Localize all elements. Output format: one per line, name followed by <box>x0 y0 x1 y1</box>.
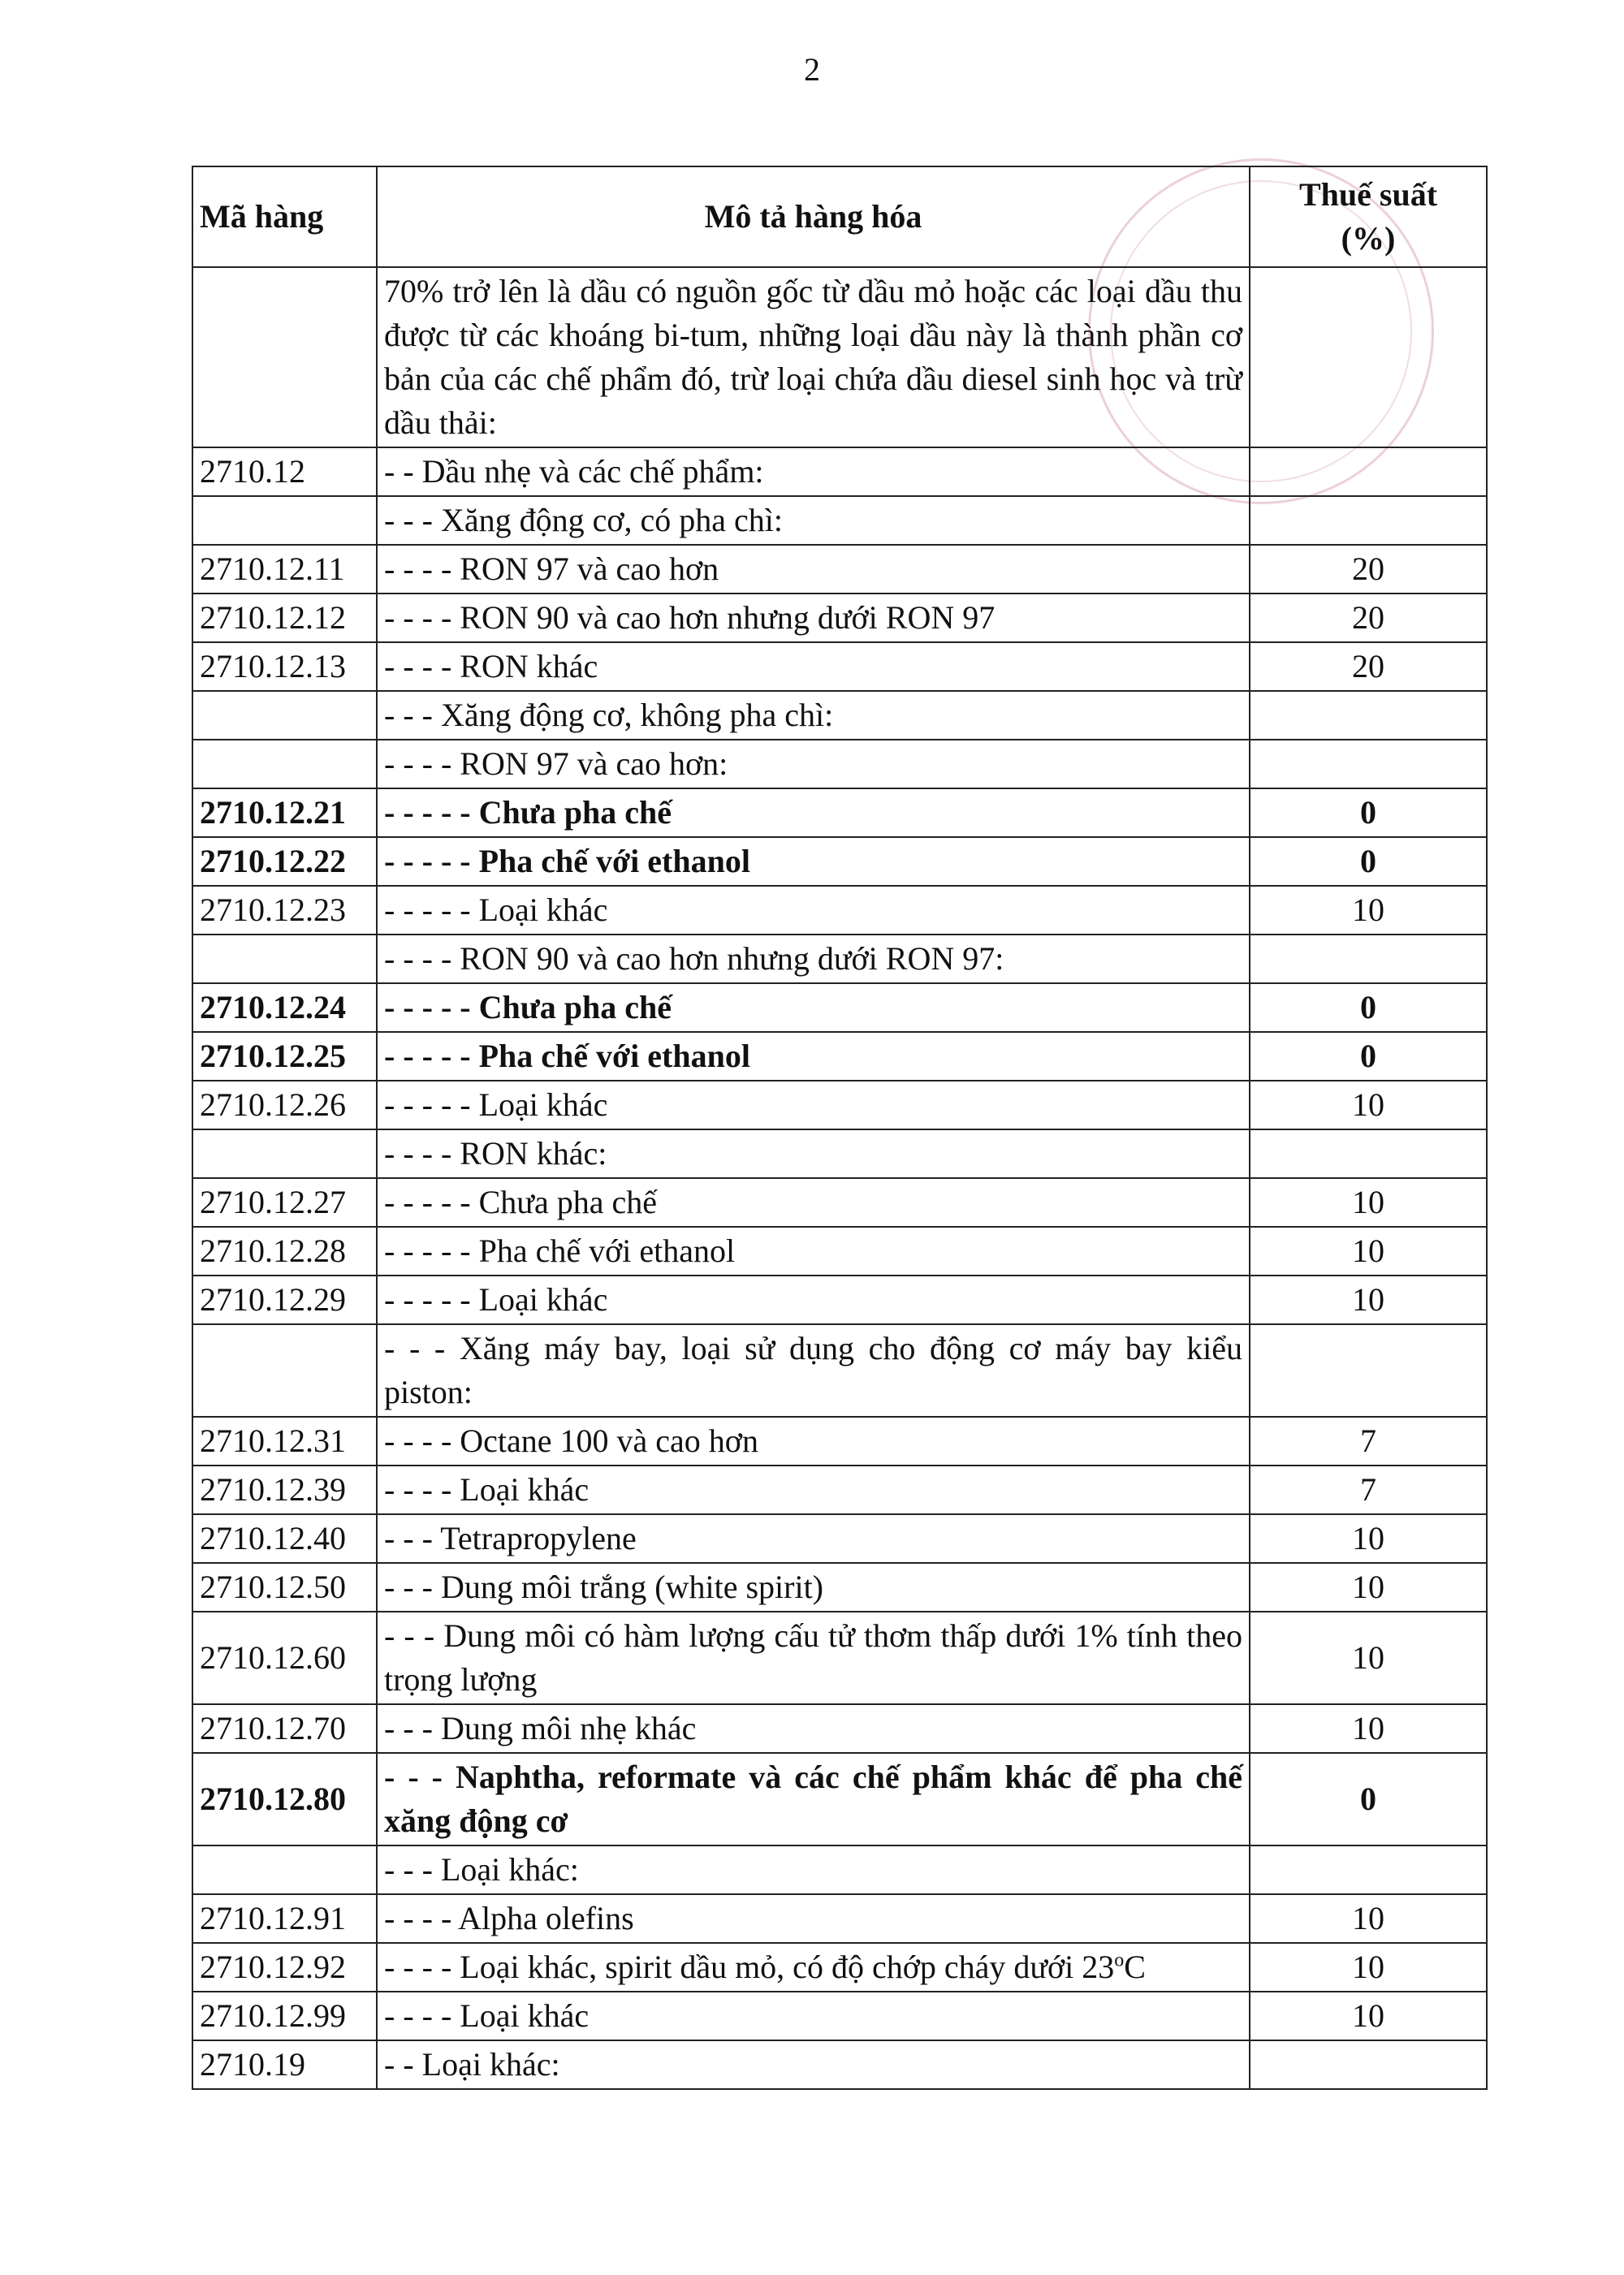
cell-description <box>377 1943 1250 1992</box>
cell-code: 2710.12.80 <box>192 1753 377 1845</box>
cell-code <box>192 1129 377 1178</box>
cell-rate: 7 <box>1250 1417 1487 1466</box>
table-row <box>192 1894 1487 1943</box>
table-row <box>192 545 1487 594</box>
cell-code <box>192 1324 377 1417</box>
cell-code <box>192 935 377 983</box>
table-row <box>192 2040 1487 2089</box>
cell-code: 2710.12.92 <box>192 1943 377 1992</box>
cell-rate: 10 <box>1250 1992 1487 2040</box>
table-body <box>192 267 1487 2089</box>
table-row <box>192 837 1487 886</box>
table-row <box>192 1992 1487 2040</box>
cell-rate: 10 <box>1250 1276 1487 1324</box>
header-rate-line2: (%) <box>1341 220 1396 257</box>
cell-description: - - - - - Pha chế với ethanol <box>377 1032 1250 1081</box>
cell-description: - - - - - Loại khác <box>377 886 1250 935</box>
cell-rate: 7 <box>1250 1466 1487 1514</box>
cell-code: 2710.12.23 <box>192 886 377 935</box>
cell-code: 2710.12.26 <box>192 1081 377 1129</box>
cell-code <box>192 496 377 545</box>
cell-rate: 10 <box>1250 1227 1487 1276</box>
cell-description: - - - Dung môi có hàm lượng cấu tử thơm thấp dưới 1% tính theo trọng lượng <box>377 1612 1250 1704</box>
cell-code <box>192 691 377 740</box>
cell-rate: 10 <box>1250 1943 1487 1992</box>
table-row <box>192 1178 1487 1227</box>
table-row <box>192 983 1487 1032</box>
cell-rate: 10 <box>1250 1178 1487 1227</box>
table-row <box>192 886 1487 935</box>
cell-description: - - - - - Chưa pha chế <box>377 983 1250 1032</box>
cell-description: - - - Dung môi trắng (white spirit) <box>377 1563 1250 1612</box>
cell-code: 2710.12.28 <box>192 1227 377 1276</box>
cell-rate: 10 <box>1250 1612 1487 1704</box>
cell-description: - - - - - Loại khác <box>377 1276 1250 1324</box>
cell-rate: 20 <box>1250 642 1487 691</box>
cell-code: 2710.12.25 <box>192 1032 377 1081</box>
cell-rate <box>1250 691 1487 740</box>
cell-rate: 10 <box>1250 886 1487 935</box>
cell-description: - - - Dung môi nhẹ khác <box>377 1704 1250 1753</box>
cell-description: - - - - Alpha olefins <box>377 1894 1250 1943</box>
cell-rate: 0 <box>1250 837 1487 886</box>
table-row <box>192 1081 1487 1129</box>
cell-code: 2710.12.21 <box>192 788 377 837</box>
table-row <box>192 935 1487 983</box>
cell-rate <box>1250 267 1487 447</box>
cell-code: 2710.12.12 <box>192 594 377 642</box>
cell-code <box>192 740 377 788</box>
cell-description: - - - Loại khác: <box>377 1845 1250 1894</box>
cell-code: 2710.12.11 <box>192 545 377 594</box>
cell-code: 2710.12 <box>192 447 377 496</box>
cell-description: - - - - - Chưa pha chế <box>377 788 1250 837</box>
table-row <box>192 1227 1487 1276</box>
table-row <box>192 1514 1487 1563</box>
table-row <box>192 1417 1487 1466</box>
cell-description: 70% trở lên là dầu có nguồn gốc từ dầu mỏ hoặc các loại dầu thu được từ các khoáng bi-tum, những loại dầu này là thành phần cơ bản của các chế phẩm đó, trừ loại chứa dầu diesel sinh học và trừ dầu thải: <box>377 267 1250 447</box>
cell-description: - - - - RON khác: <box>377 1129 1250 1178</box>
cell-code: 2710.12.31 <box>192 1417 377 1466</box>
cell-code <box>192 267 377 447</box>
cell-rate: 0 <box>1250 983 1487 1032</box>
header-rate-line1: Thuế suất <box>1298 176 1438 213</box>
table-row <box>192 1563 1487 1612</box>
cell-rate <box>1250 1129 1487 1178</box>
cell-code: 2710.12.60 <box>192 1612 377 1704</box>
table-row <box>192 691 1487 740</box>
table-row <box>192 447 1487 496</box>
cell-description: - - - - RON 97 và cao hơn: <box>377 740 1250 788</box>
cell-rate <box>1250 1324 1487 1417</box>
cell-rate <box>1250 1845 1487 1894</box>
table-row <box>192 496 1487 545</box>
cell-rate: 20 <box>1250 594 1487 642</box>
cell-code: 2710.12.39 <box>192 1466 377 1514</box>
cell-description: - - - Tetrapropylene <box>377 1514 1250 1563</box>
table-header-row <box>192 166 1487 267</box>
cell-code: 2710.12.70 <box>192 1704 377 1753</box>
header-description: Mô tả hàng hóa <box>377 166 1250 267</box>
cell-rate <box>1250 447 1487 496</box>
cell-rate: 10 <box>1250 1081 1487 1129</box>
cell-rate: 0 <box>1250 1032 1487 1081</box>
description-text: - - - - Loại khác, spirit dầu mỏ, có độ chớp cháy dưới 23 <box>384 1949 1115 1985</box>
cell-description: - - - Xăng máy bay, loại sử dụng cho động cơ máy bay kiểu piston: <box>377 1324 1250 1417</box>
table-row <box>192 267 1487 447</box>
cell-description: - - - Xăng động cơ, có pha chì: <box>377 496 1250 545</box>
cell-description: - - - - Loại khác <box>377 1466 1250 1514</box>
cell-description: - - - - RON 97 và cao hơn <box>377 545 1250 594</box>
cell-code: 2710.12.13 <box>192 642 377 691</box>
header-code: Mã hàng <box>192 166 377 267</box>
table-row <box>192 594 1487 642</box>
table-row <box>192 1276 1487 1324</box>
cell-rate: 20 <box>1250 545 1487 594</box>
table-row <box>192 1845 1487 1894</box>
cell-description: - - Dầu nhẹ và các chế phẩm: <box>377 447 1250 496</box>
cell-code: 2710.12.50 <box>192 1563 377 1612</box>
cell-code: 2710.12.22 <box>192 837 377 886</box>
cell-rate: 10 <box>1250 1704 1487 1753</box>
header-rate <box>1250 166 1487 267</box>
cell-code: 2710.12.40 <box>192 1514 377 1563</box>
cell-rate <box>1250 740 1487 788</box>
cell-description: - - - - RON 90 và cao hơn nhưng dưới RON 97: <box>377 935 1250 983</box>
cell-rate: 10 <box>1250 1514 1487 1563</box>
cell-rate <box>1250 496 1487 545</box>
cell-rate: 0 <box>1250 788 1487 837</box>
table-row <box>192 788 1487 837</box>
cell-code: 2710.19 <box>192 2040 377 2089</box>
table-row <box>192 642 1487 691</box>
cell-code: 2710.12.99 <box>192 1992 377 2040</box>
cell-code: 2710.12.27 <box>192 1178 377 1227</box>
cell-code <box>192 1845 377 1894</box>
cell-description: - - - - Octane 100 và cao hơn <box>377 1417 1250 1466</box>
table-row <box>192 1466 1487 1514</box>
cell-rate: 10 <box>1250 1563 1487 1612</box>
table-row <box>192 1032 1487 1081</box>
cell-rate <box>1250 935 1487 983</box>
cell-description: - - - Naphtha, reformate và các chế phẩm khác để pha chế xăng động cơ <box>377 1753 1250 1845</box>
table-row <box>192 1704 1487 1753</box>
cell-code: 2710.12.29 <box>192 1276 377 1324</box>
degree-superscript: o <box>1114 1949 1125 1971</box>
cell-description: - - - - - Loại khác <box>377 1081 1250 1129</box>
table-row <box>192 1943 1487 1992</box>
cell-description: - - - - Loại khác <box>377 1992 1250 2040</box>
table-row <box>192 1612 1487 1704</box>
tariff-table <box>192 166 1488 2090</box>
unit-text: C <box>1124 1949 1146 1985</box>
table-row <box>192 1324 1487 1417</box>
cell-rate: 0 <box>1250 1753 1487 1845</box>
cell-description: - - - - - Chưa pha chế <box>377 1178 1250 1227</box>
cell-rate: 10 <box>1250 1894 1487 1943</box>
page-number: 2 <box>804 51 820 88</box>
table-row <box>192 1129 1487 1178</box>
table-row <box>192 1753 1487 1845</box>
cell-description: - - - Xăng động cơ, không pha chì: <box>377 691 1250 740</box>
cell-description: - - - - - Pha chế với ethanol <box>377 837 1250 886</box>
cell-description: - - - - RON khác <box>377 642 1250 691</box>
cell-code: 2710.12.91 <box>192 1894 377 1943</box>
cell-description: - - - - RON 90 và cao hơn nhưng dưới RON 97 <box>377 594 1250 642</box>
cell-rate <box>1250 2040 1487 2089</box>
cell-description: - - Loại khác: <box>377 2040 1250 2089</box>
cell-description: - - - - - Pha chế với ethanol <box>377 1227 1250 1276</box>
table-row <box>192 740 1487 788</box>
cell-code: 2710.12.24 <box>192 983 377 1032</box>
